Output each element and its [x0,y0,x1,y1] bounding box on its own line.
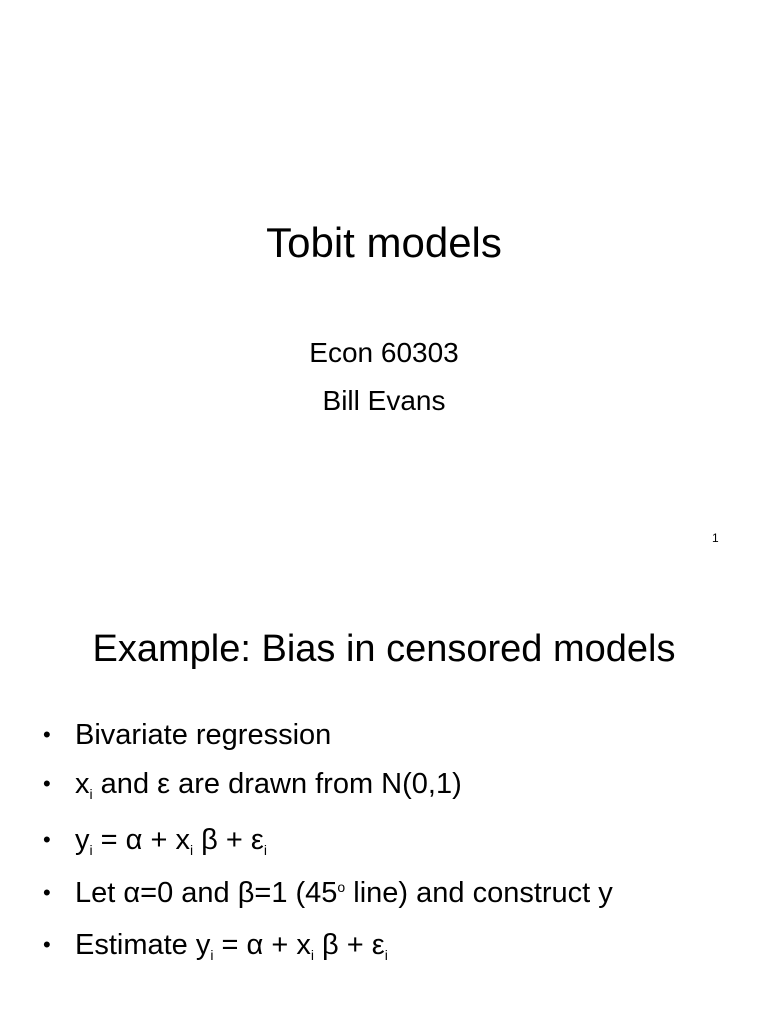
bullet-item-4 [43,870,763,922]
bullet-item-3 [43,817,763,870]
bullet-text-part: = α + x [92,824,190,856]
slide-1-page-number: 1 [712,531,719,545]
subscript: i [310,947,314,963]
bullet-text [75,719,331,751]
bullet-text-part: β + ε [314,929,385,961]
bullet-text-part: x [75,768,90,800]
bullet-text-part: β + ε [193,824,264,856]
bullet-text-part: = α + x [213,929,311,961]
bullet-text-part: Estimate y [75,929,211,961]
slide-1-course: Econ 60303 [309,337,459,368]
subscript: i [89,786,93,802]
subscript: i [210,947,214,963]
bullet-dot: • [43,932,51,957]
bullet-dot: • [43,771,51,796]
bullet-text [75,824,267,856]
bullet-item-2 [43,761,763,817]
bullet-item-1 [43,712,763,761]
subscript: i [384,947,388,963]
bullet-text-part: Let α=0 and β=1 (45 [75,877,338,909]
bullet-text-part: and ε are drawn from N(0,1) [92,768,462,800]
subscript: i [89,842,93,858]
subscript: i [263,842,267,858]
slide-1-author: Bill Evans [322,385,446,416]
slide-1-title: Tobit models [266,219,502,266]
bullet-text-part: Bivariate regression [75,719,332,751]
bullet-dot: • [43,827,51,852]
bullet-text [75,877,613,909]
superscript: o [337,879,346,895]
slide-2-bullet-list [43,712,763,975]
bullet-text [75,768,462,800]
bullet-text-part: y [75,824,90,856]
subscript: i [190,842,194,858]
bullet-item-5 [43,922,763,975]
bullet-dot: • [43,880,51,905]
bullet-dot: • [43,722,51,747]
bullet-text-part: line) and construct y [345,877,613,909]
bullet-text [75,929,388,961]
slide-2-title: Example: Bias in censored models [92,628,676,670]
